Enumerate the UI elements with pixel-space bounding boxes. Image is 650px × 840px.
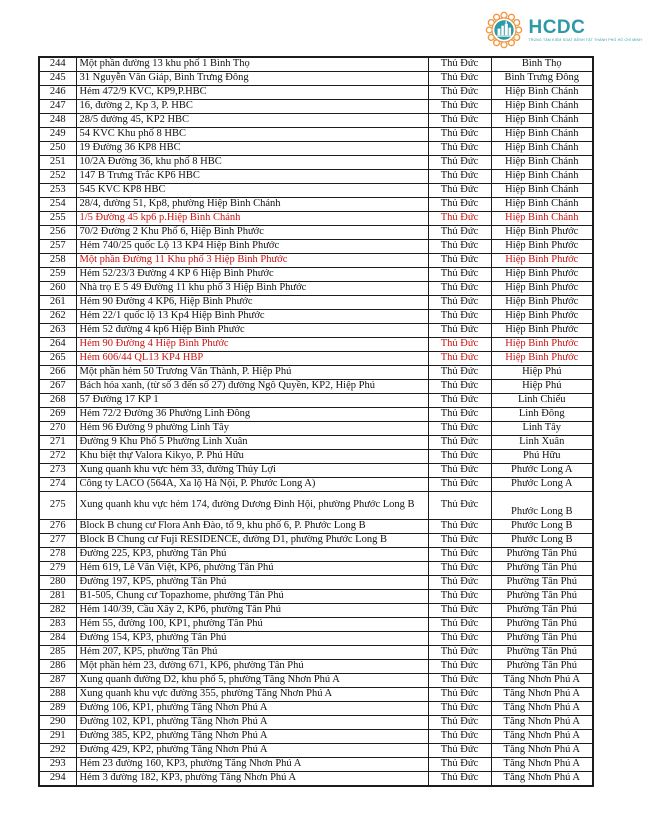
table-row [39,492,593,520]
address-cell: 19 Đường 36 KP8 HBC [76,142,428,156]
row-number-cell: 269 [39,408,76,422]
table-row [39,716,593,730]
row-number-cell: 272 [39,450,76,464]
row-number-cell: 292 [39,744,76,758]
district-cell: Thủ Đức [428,744,491,758]
district-cell: Thủ Đức [428,646,491,660]
table-row [39,142,593,156]
ward-cell: Phường Tân Phú [491,548,593,562]
district-cell: Thủ Đức [428,366,491,380]
ward-cell: Hiệp Bình Chánh [491,128,593,142]
address-cell: Đường 9 Khu Phố 5 Phường Linh Xuân [76,436,428,450]
address-cell: Đường 225, KP3, phường Tân Phú [76,548,428,562]
row-number-cell: 254 [39,198,76,212]
address-cell: Hẻm 140/39, Cầu Xây 2, KP6, phường Tân Phú [76,604,428,618]
table-row [39,338,593,352]
district-cell: Thủ Đức [428,716,491,730]
ward-cell: Hiệp Bình Chánh [491,100,593,114]
row-number-cell: 257 [39,240,76,254]
row-number-cell: 248 [39,114,76,128]
ward-cell: Bình Thọ [491,57,593,72]
table-row [39,688,593,702]
table-row [39,772,593,787]
ward-cell: Hiệp Bình Phước [491,296,593,310]
address-cell: 545 KVC KP8 HBC [76,184,428,198]
address-cell: 16, đường 2, Kp 3, P. HBC [76,100,428,114]
address-cell: 31 Nguyễn Văn Giáp, Bình Trưng Đông [76,72,428,86]
address-cell: 10/2A Đường 36, khu phố 8 HBC [76,156,428,170]
table-row [39,226,593,240]
row-number-cell: 267 [39,380,76,394]
ward-cell: Hiệp Bình Phước [491,240,593,254]
address-cell: Đường 385, KP2, phường Tăng Nhơn Phú A [76,730,428,744]
district-cell: Thủ Đức [428,142,491,156]
district-cell: Thủ Đức [428,100,491,114]
ward-cell: Hiệp Bình Chánh [491,212,593,226]
district-cell: Thủ Đức [428,450,491,464]
table-row [39,436,593,450]
address-cell: Hẻm 472/9 KVC, KP9,P.HBC [76,86,428,100]
address-cell: 57 Đường 17 KP 1 [76,394,428,408]
ward-cell: Phường Tân Phú [491,604,593,618]
row-number-cell: 276 [39,520,76,534]
address-table [38,56,594,787]
district-cell: Thủ Đức [428,632,491,646]
ward-cell: Hiệp Bình Phước [491,226,593,240]
address-cell: Bách hóa xanh, (từ số 3 đến số 27) đường Ngô Quyền, KP2, Hiệp Phú [76,380,428,394]
table-row [39,198,593,212]
district-cell: Thủ Đức [428,170,491,184]
address-cell: Một phần đường 13 khu phố 1 Bình Thọ [76,57,428,72]
table-row [39,674,593,688]
district-cell: Thủ Đức [428,618,491,632]
table-row [39,254,593,268]
address-cell: 70/2 Đường 2 Khu Phố 6, Hiệp Bình Phước [76,226,428,240]
district-cell: Thủ Đức [428,534,491,548]
table-row [39,156,593,170]
district-cell: Thủ Đức [428,660,491,674]
table-row [39,464,593,478]
table-row [39,478,593,492]
ward-cell: Linh Đông [491,408,593,422]
row-number-cell: 286 [39,660,76,674]
district-cell: Thủ Đức [428,674,491,688]
district-cell: Thủ Đức [428,772,491,787]
ward-cell: Hiệp Bình Phước [491,324,593,338]
table-row [39,646,593,660]
ward-cell: Tăng Nhơn Phú A [491,688,593,702]
ward-cell: Hiệp Phú [491,380,593,394]
ward-cell: Phước Long B [491,534,593,548]
table-row [39,590,593,604]
row-number-cell: 283 [39,618,76,632]
ward-cell: Linh Chiểu [491,394,593,408]
district-cell: Thủ Đức [428,296,491,310]
address-cell: Xung quanh khu vực hẻm 174, đường Dương Đình Hội, phường Phước Long B [76,492,428,520]
district-cell: Thủ Đức [428,57,491,72]
address-cell: Công ty LACO (564A, Xa lộ Hà Nội, P. Phước Long A) [76,478,428,492]
address-cell: Một phần hẻm 23, đường 671, KP6, phường Tân Phú [76,660,428,674]
row-number-cell: 291 [39,730,76,744]
table-row [39,576,593,590]
table-row [39,450,593,464]
row-number-cell: 284 [39,632,76,646]
row-number-cell: 282 [39,604,76,618]
table-row [39,632,593,646]
ward-cell: Phường Tân Phú [491,660,593,674]
hcdc-badge-icon [485,11,523,49]
district-cell: Thủ Đức [428,688,491,702]
address-cell: Hẻm 619, Lê Văn Việt, KP6, phường Tân Phú [76,562,428,576]
address-cell: Hẻm 3 đường 182, KP3, phường Tăng Nhơn Phú A [76,772,428,787]
row-number-cell: 246 [39,86,76,100]
table-row [39,520,593,534]
district-cell: Thủ Đức [428,478,491,492]
table-row [39,72,593,86]
row-number-cell: 253 [39,184,76,198]
table-row [39,604,593,618]
table-row [39,534,593,548]
address-cell: Hẻm 90 Đường 4 Hiệp Bình Phước [76,338,428,352]
address-cell: Hẻm 207, KP5, phường Tân Phú [76,646,428,660]
ward-cell: Tăng Nhơn Phú A [491,730,593,744]
row-number-cell: 259 [39,268,76,282]
ward-cell: Linh Tây [491,422,593,436]
row-number-cell: 271 [39,436,76,450]
ward-cell: Tăng Nhơn Phú A [491,758,593,772]
ward-cell: Hiệp Bình Chánh [491,114,593,128]
ward-cell: Tăng Nhơn Phú A [491,702,593,716]
row-number-cell: 258 [39,254,76,268]
ward-cell: Tăng Nhơn Phú A [491,772,593,787]
table-row [39,170,593,184]
district-cell: Thủ Đức [428,268,491,282]
district-cell: Thủ Đức [428,198,491,212]
ward-cell: Phường Tân Phú [491,632,593,646]
row-number-cell: 277 [39,534,76,548]
row-number-cell: 273 [39,464,76,478]
district-cell: Thủ Đức [428,520,491,534]
table-row [39,380,593,394]
ward-cell: Hiệp Bình Phước [491,352,593,366]
district-cell: Thủ Đức [428,464,491,478]
district-cell: Thủ Đức [428,310,491,324]
address-cell: Hẻm 740/25 quốc Lộ 13 KP4 Hiệp Bình Phước [76,240,428,254]
table-row [39,408,593,422]
row-number-cell: 244 [39,57,76,72]
logo-title: HCDC [528,17,586,38]
ward-cell: Hiệp Bình Chánh [491,198,593,212]
row-number-cell: 252 [39,170,76,184]
table-row [39,548,593,562]
address-cell: Hẻm 55, đường 100, KP1, phường Tân Phú [76,618,428,632]
district-cell: Thủ Đức [428,576,491,590]
district-cell: Thủ Đức [428,282,491,296]
row-number-cell: 285 [39,646,76,660]
table-row [39,730,593,744]
table-body [39,57,593,786]
address-cell: 28/5 đường 45, KP2 HBC [76,114,428,128]
district-cell: Thủ Đức [428,730,491,744]
address-cell: Hẻm 72/2 Đường 36 Phường Linh Đông [76,408,428,422]
ward-cell: Hiệp Bình Chánh [491,156,593,170]
address-cell: Đường 106, KP1, phường Tăng Nhơn Phú A [76,702,428,716]
row-number-cell: 287 [39,674,76,688]
ward-cell: Phường Tân Phú [491,618,593,632]
logo-tagline: TRUNG TÂM KIỂM SOÁT BỆNH TẬT THÀNH PHỐ HỒ CHÍ MINH [528,37,642,42]
district-cell: Thủ Đức [428,338,491,352]
ward-cell: Hiệp Phú [491,366,593,380]
district-cell: Thủ Đức [428,156,491,170]
address-cell: Xung quanh đường D2, khu phố 5, phường Tăng Nhơn Phú A [76,674,428,688]
row-number-cell: 290 [39,716,76,730]
address-cell: Block B chung cư Flora Anh Đào, tổ 9, khu phố 6, P. Phước Long B [76,520,428,534]
ward-cell: Phường Tân Phú [491,576,593,590]
row-number-cell: 251 [39,156,76,170]
district-cell: Thủ Đức [428,254,491,268]
table-row [39,268,593,282]
ward-cell: Hiệp Bình Phước [491,282,593,296]
table-row [39,366,593,380]
row-number-cell: 263 [39,324,76,338]
ward-cell: Phường Tân Phú [491,590,593,604]
row-number-cell: 261 [39,296,76,310]
district-cell: Thủ Đức [428,352,491,366]
district-cell: Thủ Đức [428,758,491,772]
district-cell: Thủ Đức [428,212,491,226]
table-row [39,240,593,254]
row-number-cell: 279 [39,562,76,576]
district-cell: Thủ Đức [428,324,491,338]
table-row [39,114,593,128]
ward-cell: Tăng Nhơn Phú A [491,674,593,688]
district-cell: Thủ Đức [428,86,491,100]
row-number-cell: 264 [39,338,76,352]
district-cell: Thủ Đức [428,590,491,604]
row-number-cell: 293 [39,758,76,772]
ward-cell: Tăng Nhơn Phú A [491,744,593,758]
ward-cell: Hiệp Bình Phước [491,254,593,268]
district-cell: Thủ Đức [428,422,491,436]
address-cell: Hẻm 23 đường 160, KP3, phường Tăng Nhơn Phú A [76,758,428,772]
address-cell: 147 B Trưng Trắc KP6 HBC [76,170,428,184]
table-row [39,352,593,366]
district-cell: Thủ Đức [428,72,491,86]
address-cell: Đường 154, KP3, phường Tân Phú [76,632,428,646]
ward-cell: Phước Long B [491,520,593,534]
address-cell: Đường 102, KP1, phường Tăng Nhơn Phú A [76,716,428,730]
address-cell: 54 KVC Khu phố 8 HBC [76,128,428,142]
address-cell: Hẻm 96 Đường 9 phường Linh Tây [76,422,428,436]
ward-cell: Hiệp Bình Phước [491,338,593,352]
row-number-cell: 289 [39,702,76,716]
address-cell: Đường 197, KP5, phường Tân Phú [76,576,428,590]
address-cell: Xung quanh khu vực đường 355, phường Tăng Nhơn Phú A [76,688,428,702]
ward-cell: Hiệp Bình Chánh [491,184,593,198]
address-cell: 28/4, đường 51, Kp8, phường Hiệp Bình Chánh [76,198,428,212]
row-number-cell: 247 [39,100,76,114]
row-number-cell: 249 [39,128,76,142]
address-cell: Xung quanh khu vực hẻm 33, đường Thủy Lợi [76,464,428,478]
address-cell: Khu biệt thự Valora Kikyo, P. Phú Hữu [76,450,428,464]
address-cell: Một phần Đường 11 Khu phố 3 Hiệp Bình Phước [76,254,428,268]
row-number-cell: 262 [39,310,76,324]
row-number-cell: 266 [39,366,76,380]
ward-cell: Hiệp Bình Phước [491,310,593,324]
table-row [39,57,593,72]
ward-cell: Hiệp Bình Phước [491,268,593,282]
table-row [39,100,593,114]
row-number-cell: 274 [39,478,76,492]
table-row [39,744,593,758]
table-row [39,296,593,310]
address-cell: Hẻm 52 đường 4 kp6 Hiệp Bình Phước [76,324,428,338]
table-row [39,86,593,100]
district-cell: Thủ Đức [428,548,491,562]
address-cell: Hẻm 606/44 QL13 KP4 HBP [76,352,428,366]
district-cell: Thủ Đức [428,128,491,142]
table-row [39,422,593,436]
ward-cell: Tăng Nhơn Phú A [491,716,593,730]
table-row [39,702,593,716]
ward-cell: Hiệp Bình Chánh [491,142,593,156]
table-row [39,128,593,142]
table-row [39,660,593,674]
district-cell: Thủ Đức [428,702,491,716]
district-cell: Thủ Đức [428,114,491,128]
table-row [39,562,593,576]
row-number-cell: 245 [39,72,76,86]
row-number-cell: 268 [39,394,76,408]
ward-cell: Hiệp Bình Chánh [491,86,593,100]
table-row [39,758,593,772]
row-number-cell: 280 [39,576,76,590]
row-number-cell: 294 [39,772,76,787]
row-number-cell: 255 [39,212,76,226]
ward-cell: Phú Hữu [491,450,593,464]
row-number-cell: 281 [39,590,76,604]
row-number-cell: 260 [39,282,76,296]
ward-cell: Hiệp Bình Chánh [491,170,593,184]
district-cell: Thủ Đức [428,394,491,408]
address-cell: Một phần hẻm 50 Trương Văn Thành, P. Hiệp Phú [76,366,428,380]
address-cell: Block B Chung cư Fuji RESIDENCE, đường D1, phường Phước Long B [76,534,428,548]
row-number-cell: 250 [39,142,76,156]
address-cell: Nhà trọ E 5 49 Đường 11 khu phố 3 Hiệp Bình Phước [76,282,428,296]
district-cell: Thủ Đức [428,604,491,618]
district-cell: Thủ Đức [428,436,491,450]
ward-cell: Phước Long A [491,464,593,478]
district-cell: Thủ Đức [428,492,491,520]
address-cell: Hẻm 52/23/3 Đường 4 KP 6 Hiệp Bình Phước [76,268,428,282]
row-number-cell: 270 [39,422,76,436]
ward-cell: Bình Trưng Đông [491,72,593,86]
address-cell: Hẻm 22/1 quốc lộ 13 Kp4 Hiệp Bình Phước [76,310,428,324]
ward-cell: Phước Long B [491,492,593,520]
ward-cell: Phường Tân Phú [491,646,593,660]
hcdc-logo [485,11,642,49]
district-cell: Thủ Đức [428,408,491,422]
address-cell: 1/5 Đường 45 kp6 p.Hiệp Bình Chánh [76,212,428,226]
row-number-cell: 265 [39,352,76,366]
table-row [39,184,593,198]
row-number-cell: 275 [39,492,76,520]
ward-cell: Phường Tân Phú [491,562,593,576]
district-cell: Thủ Đức [428,184,491,198]
district-cell: Thủ Đức [428,240,491,254]
address-cell: Đường 429, KP2, phường Tăng Nhơn Phú A [76,744,428,758]
row-number-cell: 288 [39,688,76,702]
row-number-cell: 278 [39,548,76,562]
table-row [39,394,593,408]
address-cell: Hẻm 90 Đường 4 KP6, Hiệp Bình Phước [76,296,428,310]
row-number-cell: 256 [39,226,76,240]
address-cell: B1-505, Chung cư Topazhome, phường Tân Phú [76,590,428,604]
district-cell: Thủ Đức [428,562,491,576]
table-row [39,212,593,226]
district-cell: Thủ Đức [428,226,491,240]
table-row [39,324,593,338]
table-row [39,282,593,296]
ward-cell: Phước Long A [491,478,593,492]
table-row [39,618,593,632]
district-cell: Thủ Đức [428,380,491,394]
ward-cell: Linh Xuân [491,436,593,450]
table-row [39,310,593,324]
